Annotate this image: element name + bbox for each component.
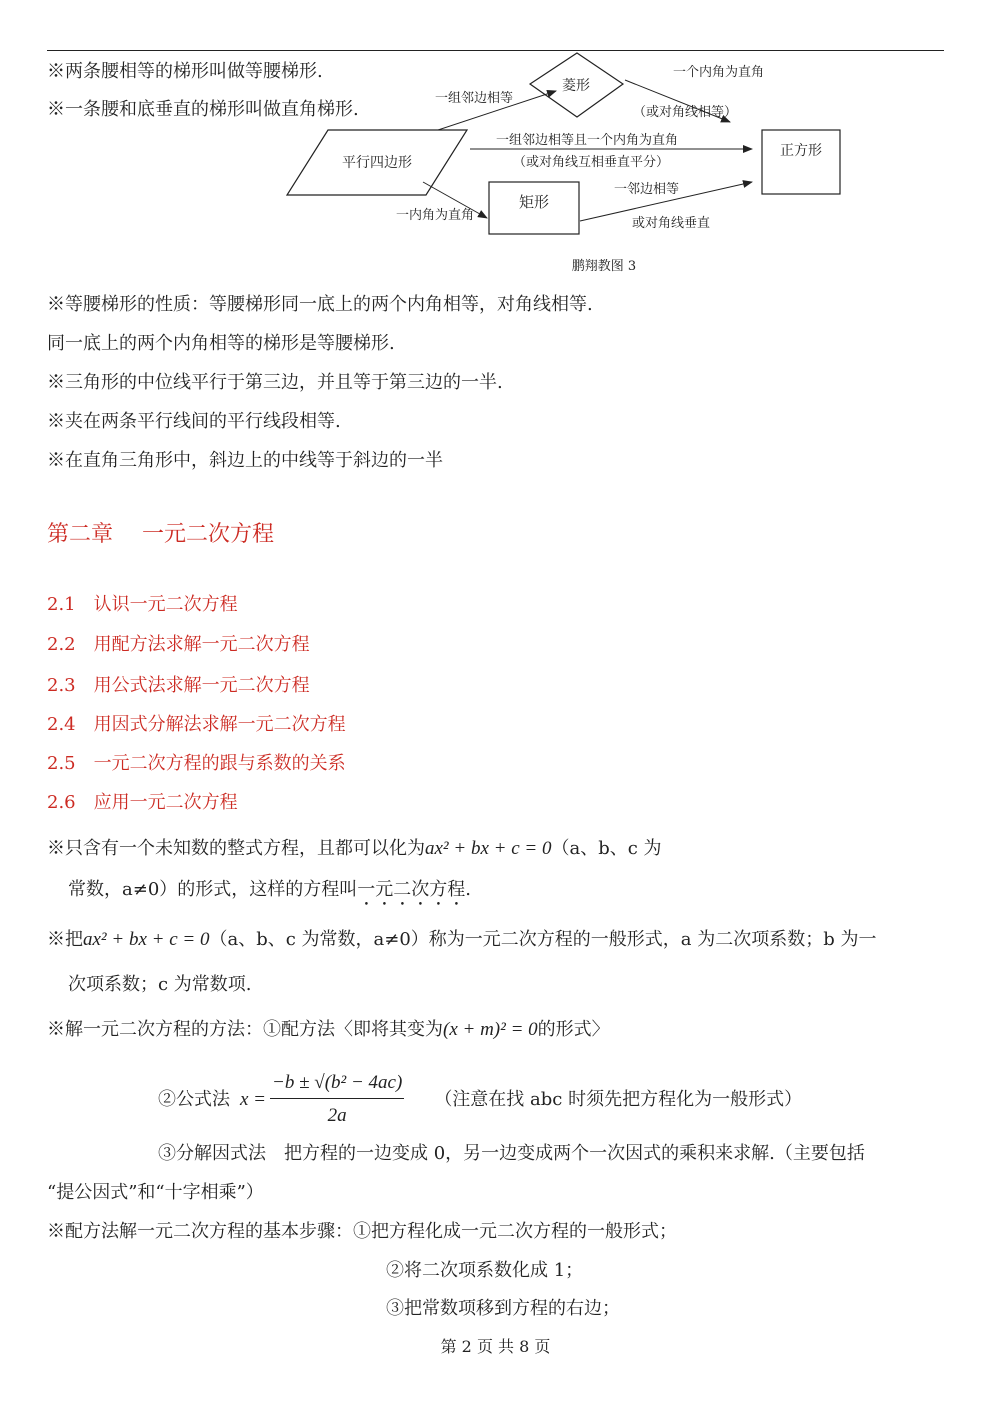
- factoring-line-2: “提公因式”和“十字相乘”）: [47, 1182, 264, 1203]
- note-isosceles-property: ※等腰梯形的性质：等腰梯形同一底上的两个内角相等，对角线相等.: [47, 294, 593, 315]
- label-p-rhombus: 一组邻边相等: [435, 91, 514, 106]
- note-right-trapezoid: ※一条腰和底垂直的梯形叫做直角梯形.: [47, 99, 359, 120]
- text: ※只含有一个未知数的整式方程，且都可以化为: [47, 838, 425, 859]
- section-2-3: [47, 674, 310, 698]
- note-right-triangle-median: ※在直角三角形中，斜边上的中线等于斜边的一半: [47, 450, 443, 471]
- label-p-rectangle: 一内角为直角: [396, 208, 475, 223]
- note-isosceles-criterion: 同一底上的两个内角相等的梯形是等腰梯形.: [47, 333, 395, 354]
- diagram-caption: 鹏翔教图 3: [571, 259, 637, 274]
- quadratic-formula-fraction: [270, 1070, 404, 1129]
- square-shape: [762, 130, 840, 194]
- label-p-square-2: （或对角线互相垂直平分）: [513, 155, 670, 170]
- label-p-square-1: 一组邻边相等且一个内角为直角: [496, 133, 679, 148]
- text: （a、b、c 为: [551, 838, 662, 859]
- section-2-6: [47, 791, 238, 815]
- label-rhombus-square-1: 一个内角为直角: [673, 65, 765, 80]
- text: ※配方法解一元二次方程的基本步骤：: [47, 1221, 353, 1242]
- section-title: 用配方法求解一元二次方程: [93, 634, 310, 655]
- section-number: 2.3: [47, 675, 76, 696]
- steps-intro: [47, 1220, 677, 1244]
- section-number: 2.2: [47, 634, 76, 655]
- text: ②公式法: [158, 1088, 230, 1110]
- section-number: 2.1: [47, 594, 76, 615]
- note-parallel-segments: ※夹在两条平行线间的平行线段相等.: [47, 411, 341, 432]
- rhombus-label: 菱形: [562, 78, 590, 94]
- section-2-1: [47, 593, 238, 617]
- quadrilateral-diagram: [280, 50, 860, 280]
- note-midline: ※三角形的中位线平行于第三边，并且等于第三边的一半.: [47, 372, 503, 393]
- equation: ax² + bx + c = 0: [425, 838, 552, 859]
- rectangle-label: 矩形: [518, 193, 550, 211]
- section-number: 2.6: [47, 792, 76, 813]
- text: 的形式〉: [537, 1019, 610, 1040]
- equation: ax² + bx + c = 0: [83, 929, 210, 950]
- note-isosceles-trapezoid: ※两条腰相等的梯形叫做等腰梯形.: [47, 61, 323, 82]
- methods-intro: [47, 1018, 610, 1042]
- text: 常数，a≠0）的形式，这样的方程叫: [68, 879, 358, 900]
- section-number: 2.4: [47, 714, 76, 735]
- section-title: 认识一元二次方程: [93, 594, 238, 615]
- label-rhombus-square-2: （或对角线相等）: [633, 105, 738, 120]
- text: （注意在找 abc 时须先把方程化为一般形式）: [434, 1088, 803, 1110]
- step-1: ①把方程化成一元二次方程的一般形式；: [353, 1221, 677, 1242]
- step-2: ②将二次项系数化成 1；: [386, 1260, 584, 1281]
- equation: (x + m)² = 0: [443, 1019, 538, 1040]
- formula-lhs: x =: [240, 1088, 267, 1110]
- step-3: ③把常数项移到方程的右边；: [386, 1298, 620, 1319]
- definition-line-1: [47, 837, 662, 861]
- label-rectangle-square-2: 或对角线垂直: [632, 216, 711, 231]
- section-2-2: [47, 633, 310, 657]
- label-rectangle-square-1: 一邻边相等: [614, 182, 680, 197]
- square-label: 正方形: [780, 143, 822, 159]
- factoring-line-1: ③分解因式法 把方程的一边变成 0，另一边变成两个一次因式的乘积来求解.（主要包括: [158, 1143, 865, 1164]
- text: ※解一元二次方程的方法：①配方法〈即将其变为: [47, 1019, 443, 1040]
- quadratic-formula-line: [158, 1070, 802, 1129]
- emphasized-term: 一元二次方程: [357, 879, 466, 900]
- section-2-4: [47, 713, 346, 737]
- numerator: −b ± √(b² − 4ac): [270, 1070, 404, 1099]
- section-title: 用公式法求解一元二次方程: [93, 675, 310, 696]
- section-2-5: [47, 752, 346, 776]
- section-number: 2.5: [47, 753, 76, 774]
- section-title: 一元二次方程的跟与系数的关系: [93, 753, 346, 774]
- chapter-title: 第二章 一元二次方程: [47, 522, 274, 547]
- text: .: [465, 879, 471, 900]
- parallelogram-label: 平行四边形: [342, 155, 412, 171]
- section-title: 用因式分解法求解一元二次方程: [93, 714, 346, 735]
- denominator: 2a: [327, 1105, 347, 1126]
- text: ※把: [47, 929, 83, 950]
- general-form-line-2: 次项系数；c 为常数项.: [68, 974, 252, 995]
- general-form-line-1: [47, 928, 877, 952]
- definition-line-2: [68, 878, 471, 910]
- section-title: 应用一元二次方程: [93, 792, 238, 813]
- text: （a、b、c 为常数，a≠0）称为一元二次方程的一般形式，a 为二次项系数；b 为一: [209, 929, 877, 950]
- page-footer: 第 2 页 共 8 页: [440, 1337, 551, 1356]
